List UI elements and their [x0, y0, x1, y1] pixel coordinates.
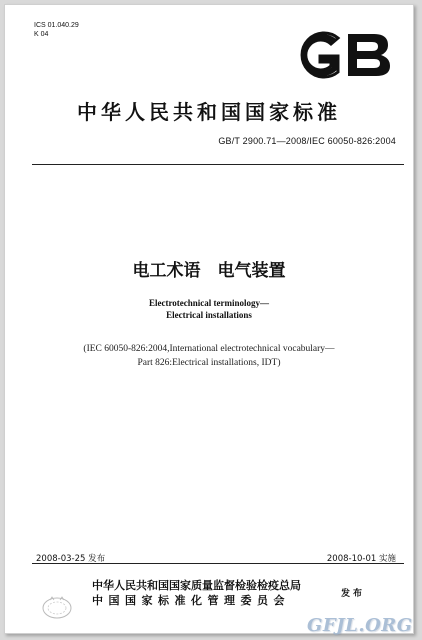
national-standard-title: 中华人民共和国国家标准 [77, 100, 341, 124]
gb-logo-icon [292, 30, 396, 80]
class-code: K 04 [34, 31, 49, 38]
seal-icon [40, 594, 74, 620]
issue-word: 发布 [341, 589, 366, 599]
ics-code: ICS 01.040.29 [34, 22, 79, 29]
top-divider [32, 164, 404, 165]
issue-date: 2008-03-25 发布 [36, 554, 106, 564]
english-title [4, 297, 414, 321]
english-title-line2: Electrical installations [166, 310, 252, 320]
implementation-date: 2008-10-01 实施 [326, 554, 396, 564]
idt-reference-line2: Part 826:Electrical installations, IDT) [137, 358, 281, 368]
standard-number: GB/T 2900.71—2008/IEC 60050-826:2004 [218, 136, 396, 146]
idt-reference [4, 342, 414, 370]
issuing-authorities [92, 578, 301, 608]
issuer-line1: 中华人民共和国国家质量监督检验检疫总局 [92, 579, 301, 592]
classification-codes [34, 21, 79, 39]
english-title-line1: Electrotechnical terminology— [148, 298, 270, 308]
bottom-divider [32, 563, 404, 564]
watermark: GFJL.ORG [307, 615, 413, 636]
chinese-title: 电工术语 电气装置 [132, 261, 286, 281]
gb-logo-text: GB [292, 30, 294, 31]
idt-reference-line1: (IEC 60050-826:2004,International electrotechnical vocabulary— [83, 344, 335, 354]
document-page [4, 4, 414, 634]
issuer-line2: 中国国家标准化管理委员会 [92, 594, 290, 607]
